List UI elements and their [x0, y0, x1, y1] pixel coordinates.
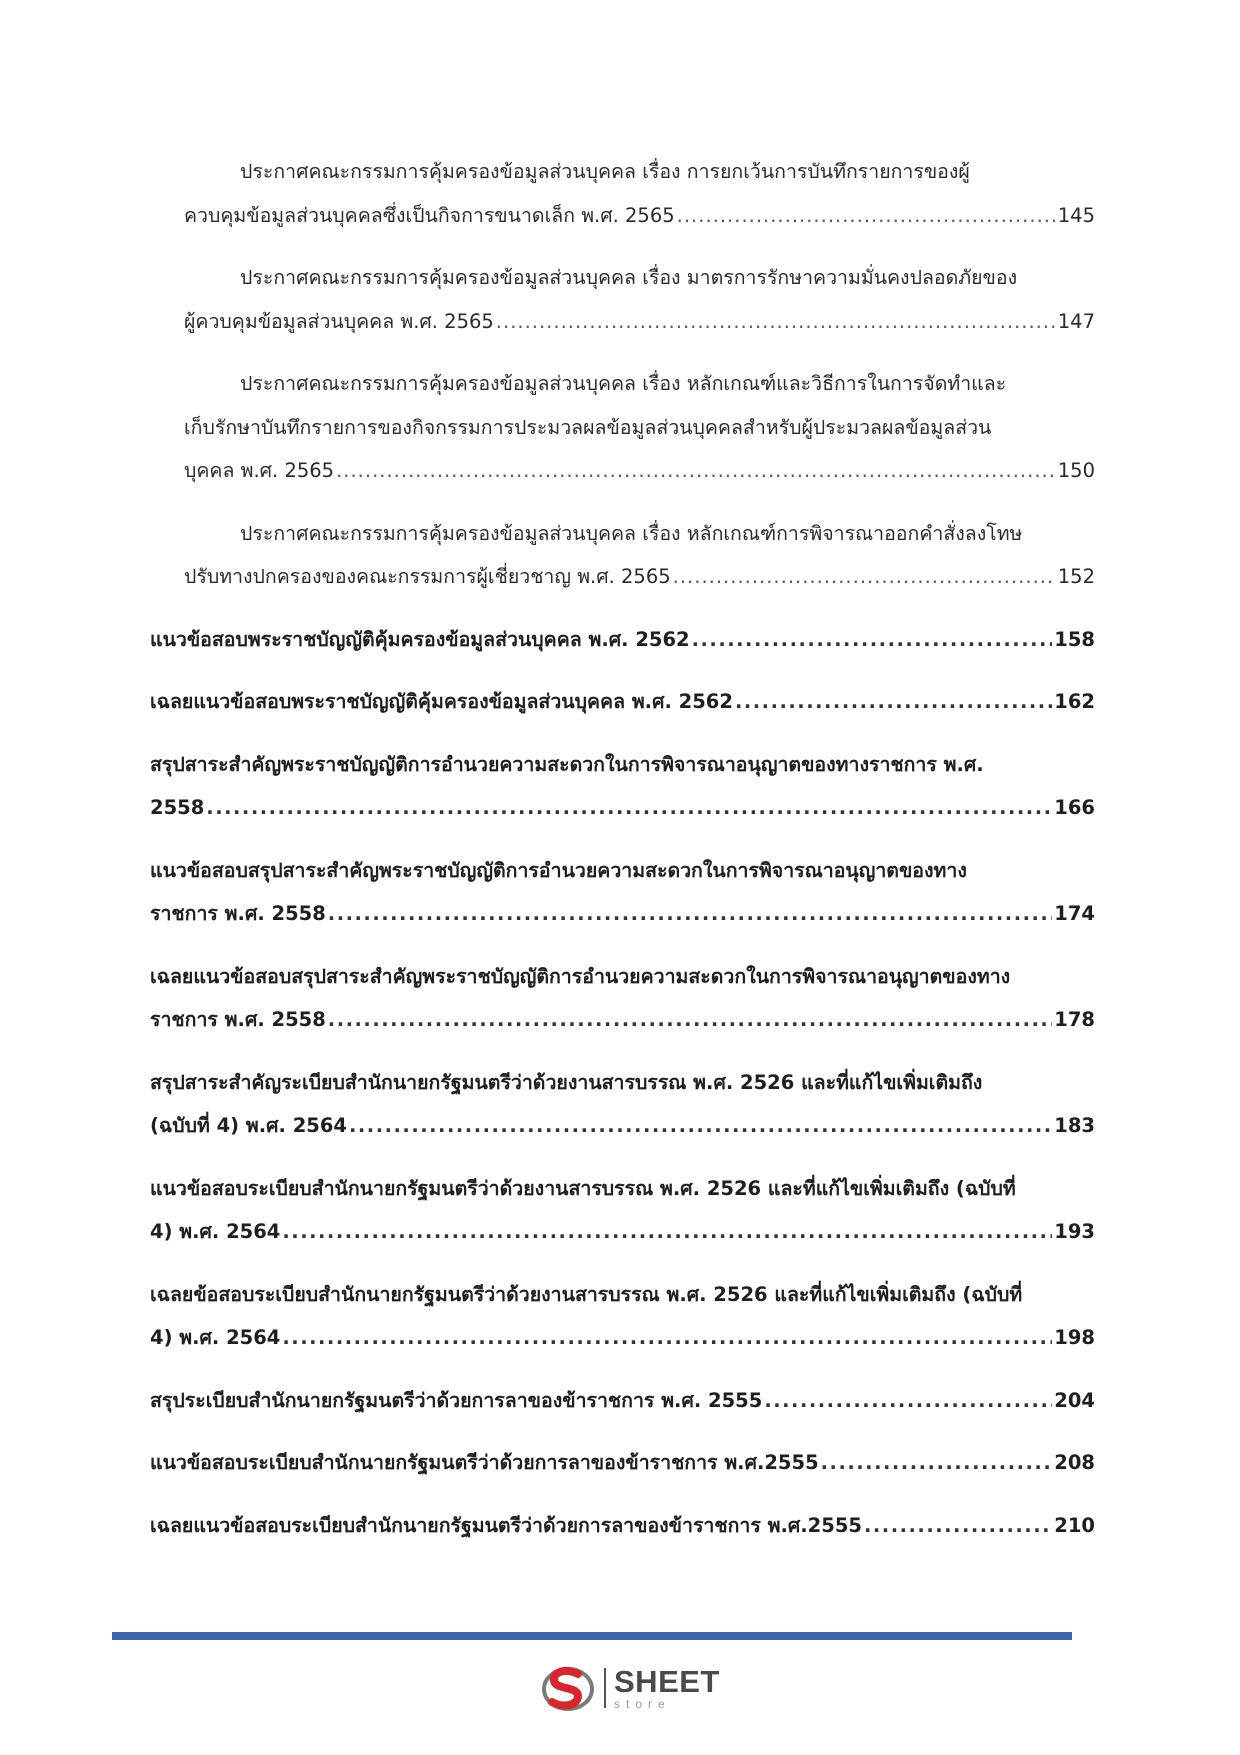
logo-brand-main: SHEET	[614, 1664, 720, 1699]
toc-page-number: 210	[1054, 1513, 1095, 1537]
toc-page-number: 198	[1054, 1326, 1095, 1349]
toc-entry-line: เฉลยแนวข้อสอบสรุปสาระสำคัญพระราชบัญญัติการอำนวยความสะดวกในการพิจารณาอนุญาตของทาง	[150, 964, 1011, 988]
toc-entry-line: สรุปสาระสำคัญระเบียบสำนักนายกรัฐมนตรีว่าด้วยงานสารบรรณ พ.ศ. 2526 และที่แก้ไขเพิ่มเติมถึง	[150, 1070, 983, 1094]
toc-entry-title: ควบคุมข้อมูลส่วนบุคคลซึ่งเป็นกิจการขนาดเล็ก พ.ศ. 2565	[184, 203, 675, 227]
toc-entry-title: 2558	[150, 796, 205, 819]
toc-entry-line: เฉลยข้อสอบระเบียบสำนักนายกรัฐมนตรีว่าด้วยงานสารบรรณ พ.ศ. 2526 และที่แก้ไขเพิ่มเติมถึง (ฉบับที่	[150, 1282, 1023, 1306]
toc-entry[interactable]	[150, 1441, 1095, 1485]
toc-entry-title: ราชการ พ.ศ. 2558	[150, 1008, 326, 1031]
toc-entry[interactable]	[150, 618, 1095, 662]
dot-leader	[282, 1210, 1052, 1254]
dot-leader	[821, 1441, 1053, 1485]
toc-entry[interactable]	[150, 362, 1095, 493]
toc-entry-title: ปรับทางปกครองของคณะกรรมการผู้เชี่ยวชาญ พ.ศ. 2565	[184, 565, 671, 588]
toc-entry-title: (ฉบับที่ 4) พ.ศ. 2564	[150, 1114, 347, 1137]
toc-page-number: 145	[1057, 203, 1095, 227]
toc-page-number: 178	[1054, 1008, 1095, 1031]
table-of-contents	[150, 150, 1095, 1566]
logo-divider	[604, 1668, 606, 1708]
toc-entry[interactable]	[150, 849, 1095, 936]
toc-entry-title: สรุประเบียบสำนักนายกรัฐมนตรีว่าด้วยการลาของข้าราชการ พ.ศ. 2555	[150, 1388, 763, 1412]
footer-rule	[112, 1632, 1072, 1640]
toc-entry-line: สรุปสาระสำคัญพระราชบัญญัติการอำนวยความสะดวกในการพิจารณาอนุญาตของทางราชการ พ.ศ.	[150, 752, 984, 776]
toc-entry-title: ผู้ควบคุมข้อมูลส่วนบุคคล พ.ศ. 2565	[184, 309, 494, 333]
toc-entry[interactable]	[150, 512, 1095, 599]
toc-entry-title: แนวข้อสอบระเบียบสำนักนายกรัฐมนตรีว่าด้วยการลาของข้าราชการ พ.ศ.2555	[150, 1451, 819, 1474]
dot-leader	[677, 194, 1056, 238]
logo-wordmark	[614, 1666, 720, 1710]
toc-entry[interactable]	[150, 680, 1095, 724]
toc-entry-line: ประกาศคณะกรรมการคุ้มครองข้อมูลส่วนบุคคล เรื่อง หลักเกณฑ์และวิธีการในการจัดทำและ	[240, 372, 1007, 395]
toc-page-number: 152	[1057, 565, 1095, 588]
logo-brand-sub: store	[614, 1697, 671, 1711]
toc-entry-title: เฉลยแนวข้อสอบระเบียบสำนักนายกรัฐมนตรีว่าด้วยการลาของข้าราชการ พ.ศ.2555	[150, 1513, 862, 1537]
toc-entry[interactable]	[150, 1379, 1095, 1423]
dot-leader	[328, 998, 1052, 1042]
toc-entry-line: แนวข้อสอบระเบียบสำนักนายกรัฐมนตรีว่าด้วยงานสารบรรณ พ.ศ. 2526 และที่แก้ไขเพิ่มเติมถึง (ฉบับที่	[150, 1176, 1016, 1200]
dot-leader	[349, 1104, 1052, 1148]
dot-leader	[282, 1316, 1052, 1360]
toc-page-number: 147	[1057, 309, 1095, 333]
dot-leader	[735, 680, 1052, 724]
toc-entry[interactable]	[150, 150, 1095, 237]
dot-leader	[206, 786, 1052, 830]
toc-entry-line: ประกาศคณะกรรมการคุ้มครองข้อมูลส่วนบุคคล เรื่อง หลักเกณฑ์การพิจารณาออกคำสั่งลงโทษ	[240, 521, 1023, 545]
dot-leader	[328, 892, 1052, 936]
toc-entry-line: ประกาศคณะกรรมการคุ้มครองข้อมูลส่วนบุคคล เรื่อง มาตรการรักษาความมั่นคงปลอดภัยของ	[240, 266, 1018, 289]
toc-page-number: 208	[1054, 1451, 1095, 1474]
toc-page-number: 162	[1054, 690, 1095, 713]
dot-leader	[496, 300, 1056, 344]
toc-entry-title: ราชการ พ.ศ. 2558	[150, 902, 326, 925]
toc-entry-title: เฉลยแนวข้อสอบพระราชบัญญัติคุ้มครองข้อมูลส่วนบุคคล พ.ศ. 2562	[150, 690, 733, 713]
toc-entry[interactable]	[150, 955, 1095, 1042]
toc-entry[interactable]	[150, 1273, 1095, 1360]
toc-page-number: 174	[1054, 902, 1095, 925]
toc-page-number: 204	[1054, 1388, 1095, 1412]
toc-entry-line: ประกาศคณะกรรมการคุ้มครองข้อมูลส่วนบุคคล เรื่อง การยกเว้นการบันทึกรายการของผู้	[240, 160, 970, 183]
toc-entry[interactable]	[150, 743, 1095, 830]
toc-entry-line: แนวข้อสอบสรุปสาระสำคัญพระราชบัญญัติการอำนวยความสะดวกในการพิจารณาอนุญาตของทาง	[150, 858, 967, 882]
toc-entry[interactable]	[150, 1504, 1095, 1548]
toc-entry[interactable]	[150, 256, 1095, 343]
toc-entry[interactable]	[150, 1061, 1095, 1148]
toc-page-number: 150	[1057, 459, 1095, 482]
toc-entry-title: 4) พ.ศ. 2564	[150, 1220, 281, 1243]
toc-entry[interactable]	[150, 1167, 1095, 1254]
toc-entry-title: 4) พ.ศ. 2564	[150, 1326, 281, 1349]
s-logo-icon	[540, 1662, 596, 1714]
dot-leader	[864, 1504, 1052, 1548]
toc-page-number: 166	[1054, 796, 1095, 819]
sheet-store-logo	[540, 1662, 720, 1714]
toc-entry-line: เก็บรักษาบันทึกรายการของกิจกรรมการประมวลผลข้อมูลส่วนบุคคลสำหรับผู้ประมวลผลข้อมูลส่วน	[184, 415, 992, 439]
dot-leader	[673, 555, 1056, 599]
dot-leader	[336, 449, 1056, 493]
toc-page-number: 183	[1054, 1114, 1095, 1137]
toc-page-number: 158	[1054, 627, 1095, 651]
dot-leader	[764, 1379, 1052, 1423]
dot-leader	[692, 618, 1053, 662]
toc-entry-title: แนวข้อสอบพระราชบัญญัติคุ้มครองข้อมูลส่วนบุคคล พ.ศ. 2562	[150, 627, 690, 651]
toc-entry-title: บุคคล พ.ศ. 2565	[184, 459, 335, 482]
toc-page-number: 193	[1054, 1220, 1095, 1243]
